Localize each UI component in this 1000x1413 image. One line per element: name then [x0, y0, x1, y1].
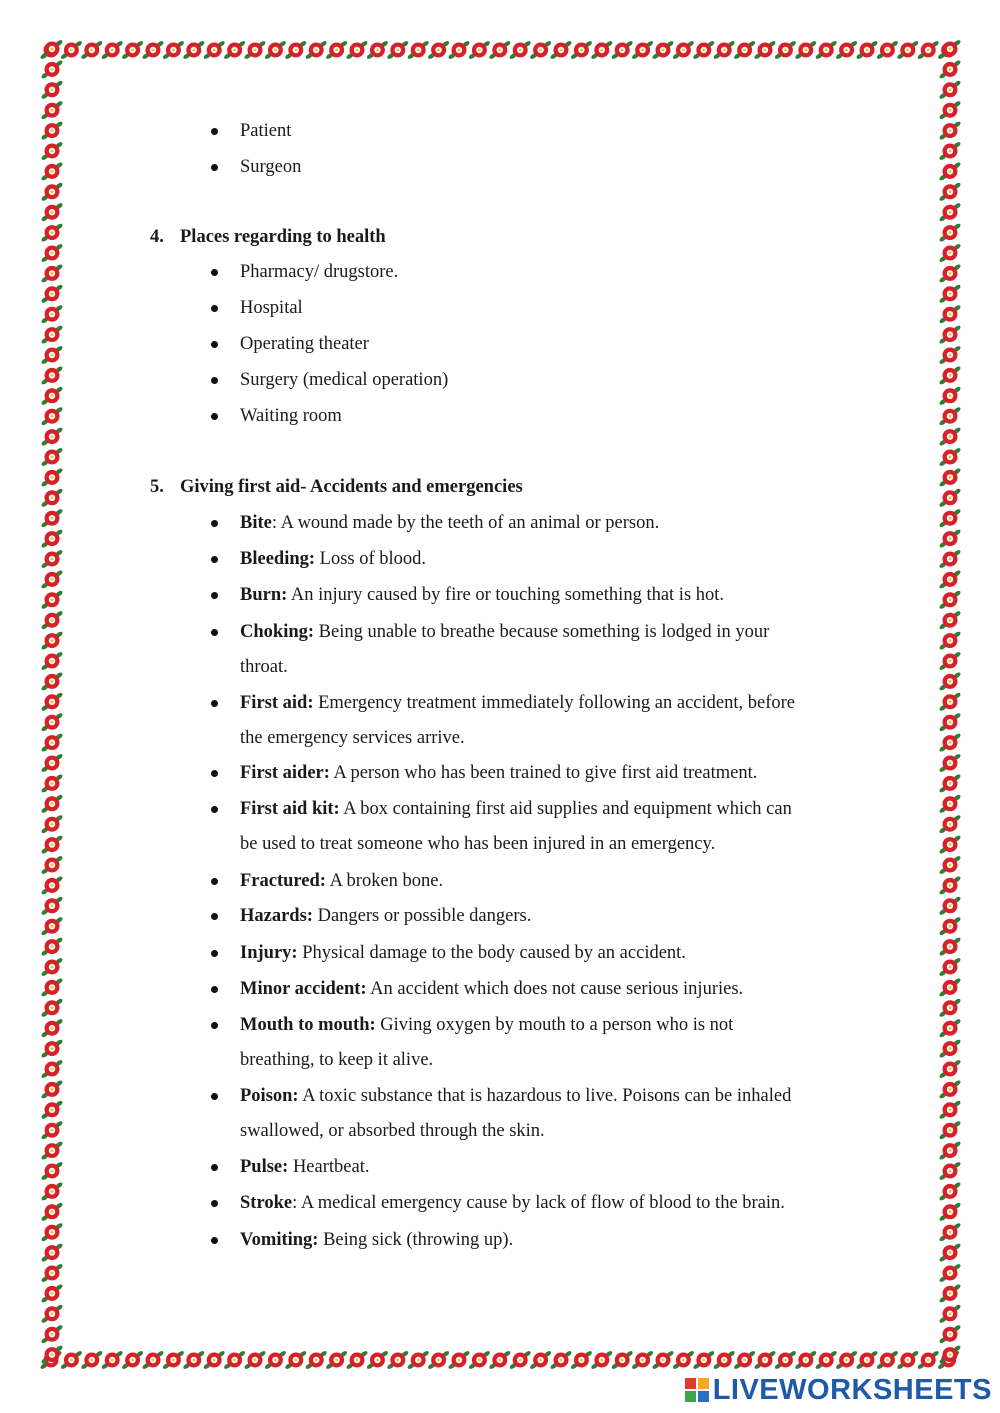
definition-item: Injury: Physical damage to the body caused by an accident. [240, 936, 860, 971]
bullet-icon [211, 806, 218, 813]
definition-item: First aider: A person who has been trained to give first aid treatment. [240, 756, 860, 791]
bullet-icon [211, 164, 218, 171]
list-item: Patient [240, 114, 860, 149]
definition-item: Hazards: Dangers or possible dangers. [240, 899, 860, 934]
bullet-icon [211, 1237, 218, 1244]
list-item: Pharmacy/ drugstore. [240, 255, 860, 290]
bullet-icon [211, 700, 218, 707]
liveworksheets-logo[interactable] [685, 1374, 992, 1407]
bullet-icon [211, 377, 218, 384]
definition-item: Bleeding: Loss of blood. [240, 542, 860, 577]
bullet-icon [211, 1093, 218, 1100]
definition-item: Fractured: A broken bone. [240, 864, 860, 899]
bullet-icon [211, 986, 218, 993]
definition-item: Minor accident: An accident which does not cause serious injuries. [240, 972, 860, 1007]
section-heading-first-aid: 5. Giving first aid- Accidents and emergencies [150, 477, 523, 497]
bullet-icon [211, 269, 218, 276]
bullet-icon [211, 950, 218, 957]
bullet-icon [211, 592, 218, 599]
definition-item: Vomiting: Being sick (throwing up). [240, 1223, 860, 1258]
bullet-icon [211, 341, 218, 348]
list-item: Surgery (medical operation) [240, 363, 860, 398]
list-item: Surgeon [240, 150, 860, 185]
liveworksheets-wordmark: LIVEWORKSHEETS [712, 1374, 992, 1406]
bullet-icon [211, 913, 218, 920]
bullet-icon [211, 128, 218, 135]
definition-item: First aid: Emergency treatment immediately following an accident, before the emergency services arrive. [240, 686, 860, 756]
bullet-icon [211, 770, 218, 777]
bullet-icon [211, 1200, 218, 1207]
definition-item: Burn: An injury caused by fire or touching something that is hot. [240, 578, 860, 613]
bullet-icon [211, 878, 218, 885]
list-item: Hospital [240, 291, 860, 326]
section-heading-places: 4. Places regarding to health [150, 227, 386, 247]
list-item: Operating theater [240, 327, 860, 362]
definition-item: Bite: A wound made by the teeth of an animal or person. [240, 506, 860, 541]
bullet-icon [211, 1022, 218, 1029]
definition-item: Mouth to mouth: Giving oxygen by mouth to a person who is not breathing, to keep it alive. [240, 1008, 860, 1078]
bullet-icon [211, 413, 218, 420]
definition-item: Choking: Being unable to breathe because something is lodged in your throat. [240, 615, 860, 685]
bullet-icon [211, 1164, 218, 1171]
list-item: Waiting room [240, 399, 860, 434]
definition-item: Pulse: Heartbeat. [240, 1150, 860, 1185]
bullet-icon [211, 305, 218, 312]
definition-item: Stroke: A medical emergency cause by lack of flow of blood to the brain. [240, 1186, 860, 1221]
bullet-icon [211, 629, 218, 636]
liveworksheets-logo-icon [685, 1378, 711, 1404]
bullet-icon [211, 556, 218, 563]
definition-item: Poison: A toxic substance that is hazardous to live. Poisons can be inhaled swallowed, or absorbed through the skin. [240, 1079, 860, 1149]
definition-item: First aid kit: A box containing first aid supplies and equipment which can be used to treat someone who has been injured in an emergency. [240, 792, 860, 862]
bullet-icon [211, 520, 218, 527]
